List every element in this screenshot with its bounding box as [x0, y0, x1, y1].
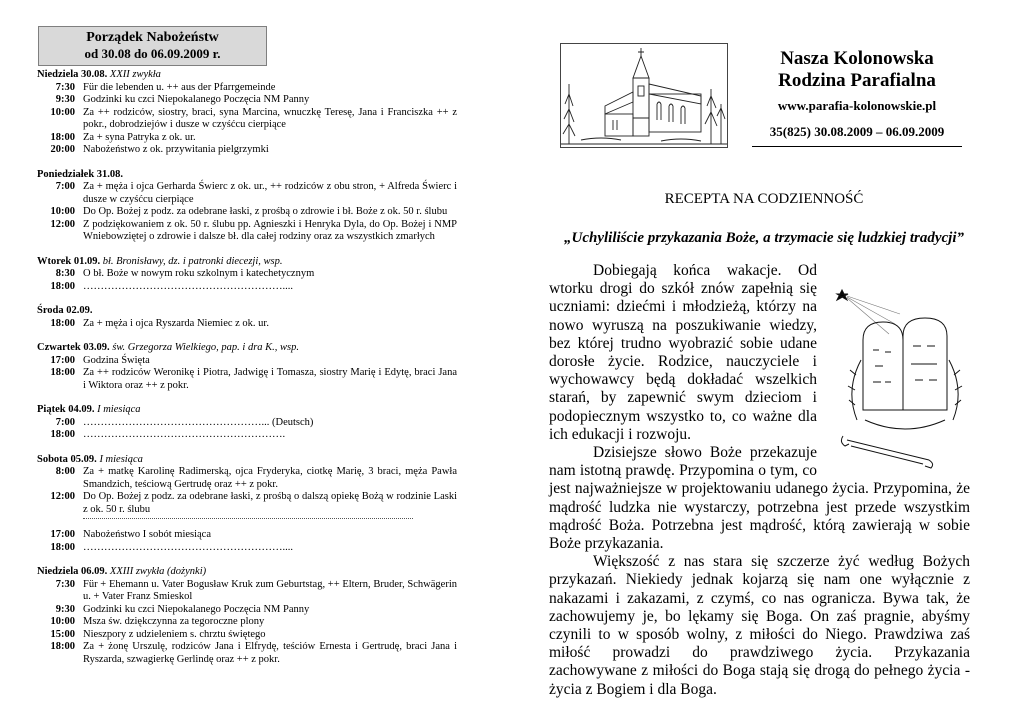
day-liturgy: bł. Bronisławy, dz. i patronki diecezji, wsp. [102, 255, 283, 267]
schedule-entry [37, 579, 457, 604]
schedule-entry [37, 206, 457, 219]
dotted-separator [83, 518, 413, 519]
schedule-entry [37, 132, 457, 145]
mass-schedule [37, 69, 457, 678]
schedule-entry [37, 641, 457, 666]
schedule-entry [37, 94, 457, 107]
entry-time: 18:00 [50, 541, 75, 553]
entry-intention: Godzina Święta [83, 354, 150, 366]
church-illustration [560, 43, 728, 148]
entry-time: 18:00 [50, 429, 75, 440]
entry-intention: …………………………………………………. [83, 429, 286, 440]
schedule-entry [37, 466, 457, 491]
church-icon [561, 44, 727, 147]
entry-time: 15:00 [50, 628, 75, 640]
schedule-entry [37, 491, 457, 516]
schedule-entry [37, 144, 457, 157]
entry-intention: O bł. Boże w nowym roku szkolnym i katechetycznym [83, 268, 315, 279]
entry-intention: Za ++ rodziców Weronikę i Piotra, Jadwigę i Tomasza, siostry Marię i Edytę, braci Jana i Wiktora oraz ++ z pokr. [83, 367, 457, 391]
entry-intention: Za + matkę Karolinę Radimerską, ojca Fryderyka, ciotkę Marię, 3 braci, męża Pawła Smandzich, teściową Gertrudę oraz ++ z pokr. [83, 466, 457, 490]
schedule-day [37, 169, 457, 244]
schedule-day [37, 342, 457, 392]
schedule-day [37, 305, 457, 330]
day-heading [37, 454, 457, 467]
article-body [549, 262, 970, 699]
schedule-header-box [38, 26, 267, 66]
day-heading [37, 256, 457, 269]
entry-time: 7:30 [55, 81, 75, 93]
article-heading: RECEPTA NA CODZIENNOŚĆ [664, 191, 864, 207]
schedule-day [37, 256, 457, 294]
schedule-entry [37, 604, 457, 617]
day-liturgy: I miesiąca [99, 453, 143, 465]
day-heading [37, 69, 457, 82]
schedule-entry [37, 318, 457, 331]
day-date: Niedziela 30.08. [37, 69, 108, 80]
entry-time: 18:00 [50, 367, 75, 378]
schedule-entry [37, 82, 457, 95]
schedule-entry [37, 219, 457, 244]
schedule-entry [37, 181, 457, 206]
day-date: Sobota 05.09. [37, 453, 97, 465]
schedule-entry [37, 429, 457, 442]
entry-intention: ………………………………………………….... [83, 280, 293, 292]
day-heading [37, 305, 457, 318]
entry-intention: Für die lebenden u. ++ aus der Pfarrgemeinde [83, 81, 276, 93]
article-paragraph: Większość z nas stara się szczerze żyć według Bożych przykazań. Niekiedy jednak kojarzą się nam one wyłącznie z nakazami i zakazami, z czymś, co nas ogranicza. Bywa tak, że zachowujemy je, bo lękamy się Boga. On zaś pragnie, abyśmy czynili to w sposób wolny, z miłości do Niego. Prawdziwa zaś miłość prowadzi do prawdziwego życia. Przykazania zachowywane z miłości do Boga stają się drogą do pełnego życia - życia z Bogiem i dla Boga. [549, 553, 970, 698]
entry-intention: Za + syna Patryka z ok. ur. [83, 131, 196, 143]
schedule-title: Porządek Nabożeństw [86, 30, 219, 45]
schedule-entry [37, 542, 457, 555]
article-paragraph: Dobiegają końca wakacje. Od wtorku drogi do szkół znów zapełnią się uczniami: dziećmi i młodzieżą, którzy na nowo wyruszą na poszukiwanie wiedzy, bez której trudno wyobrazić sobie udane dorosłe życie. Rodzice, nauczyciele i wychowawcy będą dokładać wszelkich starań, by zapewnić swym dzieciom i podopiecznym wszystko to, co ważne dla ich edukacji i rozwoju. [549, 262, 817, 443]
entry-intention: Nabożeństwo I sobót miesiąca [83, 529, 212, 540]
entry-intention: Za ++ rodziców, siostry, braci, syna Marcina, wnuczkę Teresę, Jana i Franciszka ++ z pokr., dobrodziejów i dusze w czyśćcu cierpiące [83, 106, 457, 130]
entry-time: 17:00 [50, 354, 75, 366]
entry-intention: Nabożeństwo z ok. przywitania pielgrzymki [83, 144, 269, 155]
entry-intention: Za + żonę Urszulę, rodziców Jana i Elfrydę, teściów Ernesta i Gertrudę, braci Jana i Ryszarda, szwagierkę Gerlindę oraz ++ z pokr. [83, 641, 457, 665]
entry-time: 20:00 [50, 144, 75, 155]
masthead [752, 48, 962, 140]
entry-time: 9:30 [55, 603, 75, 615]
issue-number: 35(825) 30.08.2009 – 06.09.2009 [769, 124, 945, 139]
entry-time: 7:30 [55, 578, 75, 590]
day-liturgy: I miesiąca [97, 404, 141, 415]
day-date: Środa 02.09. [37, 305, 93, 316]
entry-time: 18:00 [50, 641, 75, 652]
entry-intention: ……………………………………………... (Deutsch) [83, 416, 314, 428]
entry-time: 7:00 [55, 181, 75, 192]
entry-time: 18:00 [50, 317, 75, 329]
day-heading [37, 566, 457, 579]
day-heading [37, 342, 457, 355]
day-date: Niedziela 06.09. [37, 566, 108, 577]
entry-intention: ………………………………………………….... [83, 541, 293, 553]
day-date: Piątek 04.09. [37, 404, 95, 415]
schedule-entry [37, 367, 457, 392]
schedule-entry [37, 107, 457, 132]
article-quote: „Uchyliliście przykazania Boże, a trzymacie się ludzkiej tradycji” [564, 230, 964, 246]
schedule-entry [37, 629, 457, 642]
parish-url[interactable]: www.parafia-kolonowskie.pl [777, 98, 937, 113]
masthead-line-2: Rodzina Parafialna [778, 70, 936, 91]
entry-time: 18:00 [50, 131, 75, 143]
day-liturgy: XXIII zwykła (dożynki) [109, 566, 207, 577]
schedule-entry [37, 529, 457, 542]
entry-intention: Z podziękowaniem z ok. 50 r. ślubu pp. Agnieszki i Henryka Dyla, do Op. Bożej i NMP Wniebowziętej o zdrowie i dalsze bł. dla całej rodziny oraz za wszystkich zmarłych [83, 218, 457, 242]
day-heading [37, 404, 457, 417]
entry-intention: Godzinki ku czci Niepokalanego Poczęcia NM Panny [83, 94, 310, 105]
entry-time: 10:00 [50, 206, 75, 217]
entry-time: 12:00 [50, 218, 75, 230]
schedule-day [37, 566, 457, 666]
schedule-entry [37, 417, 457, 430]
schedule-entry [37, 616, 457, 629]
schedule-day [37, 454, 457, 555]
entry-time: 8:30 [55, 268, 75, 279]
day-date: Czwartek 03.09. [37, 342, 110, 353]
entry-time: 10:00 [50, 106, 75, 118]
day-liturgy: św. Grzegorza Wielkiego, pap. i dra K., wsp. [112, 342, 300, 353]
day-heading [37, 169, 457, 182]
entry-intention: Für + Ehemann u. Vater Bogusław Kruk zum Geburtstag, ++ Eltern, Bruder, Schwägerin u. + Vater Franz Smieskol [83, 578, 457, 602]
day-date: Wtorek 01.09. [37, 255, 101, 267]
entry-time: 12:00 [50, 491, 75, 502]
entry-intention: Msza św. dziękczynna za tegoroczne plony [83, 616, 265, 627]
masthead-rule [752, 146, 962, 147]
schedule-entry [37, 281, 457, 294]
day-liturgy: XXII zwykła [109, 69, 161, 80]
entry-time: 17:00 [50, 529, 75, 540]
article-paragraph: Dzisiejsze słowo Boże przekazuje nam istotną prawdę. Przypomina o tym, co jest najważniejsze w projektowaniu udanego życia. Przypomina, że mądrość ludzka nie wystarczy, potrzebna jest przede wszystkim mądrość Boża. Potrzebna jest mądrość, którą zawierają w sobie Boże przykazania. [549, 444, 970, 553]
entry-intention: Do Op. Bożej z podz. za odebrane łaski, z prośbą o zdrowie i bł. Boże z ok. 50 r. ślubu [83, 206, 448, 217]
masthead-line-1: Nasza Kolonowska [780, 48, 934, 69]
entry-intention: Godzinki ku czci Niepokalanego Poczęcia NM Panny [83, 603, 310, 615]
entry-time: 10:00 [50, 616, 75, 627]
entry-intention: Za + męża i ojca Gerharda Świerc z ok. ur., ++ rodziców z obu stron, + Alfreda Świerc i dusze w czyśćcu cierpiące [83, 181, 457, 205]
entry-time: 18:00 [50, 280, 75, 292]
entry-time: 9:30 [55, 94, 75, 105]
schedule-entry [37, 268, 457, 281]
schedule-entry [37, 355, 457, 368]
commandments-tablets-icon [825, 270, 970, 475]
schedule-date-range: od 30.08 do 06.09.2009 r. [84, 46, 221, 61]
schedule-day [37, 69, 457, 157]
entry-intention: Nieszpory z udzieleniem s. chrztu świętego [83, 628, 266, 640]
entry-time: 7:00 [55, 416, 75, 428]
entry-intention: Za + męża i ojca Ryszarda Niemiec z ok. ur. [83, 317, 269, 329]
entry-time: 8:00 [55, 466, 75, 477]
day-date: Poniedziałek 31.08. [37, 168, 124, 180]
schedule-day [37, 404, 457, 442]
entry-intention: Do Op. Bożej z podz. za odebrane łaski, z prośbą o dalszą opiekę Bożą w rodzinie Laski z ok. 50 r. ślubu [83, 491, 457, 515]
